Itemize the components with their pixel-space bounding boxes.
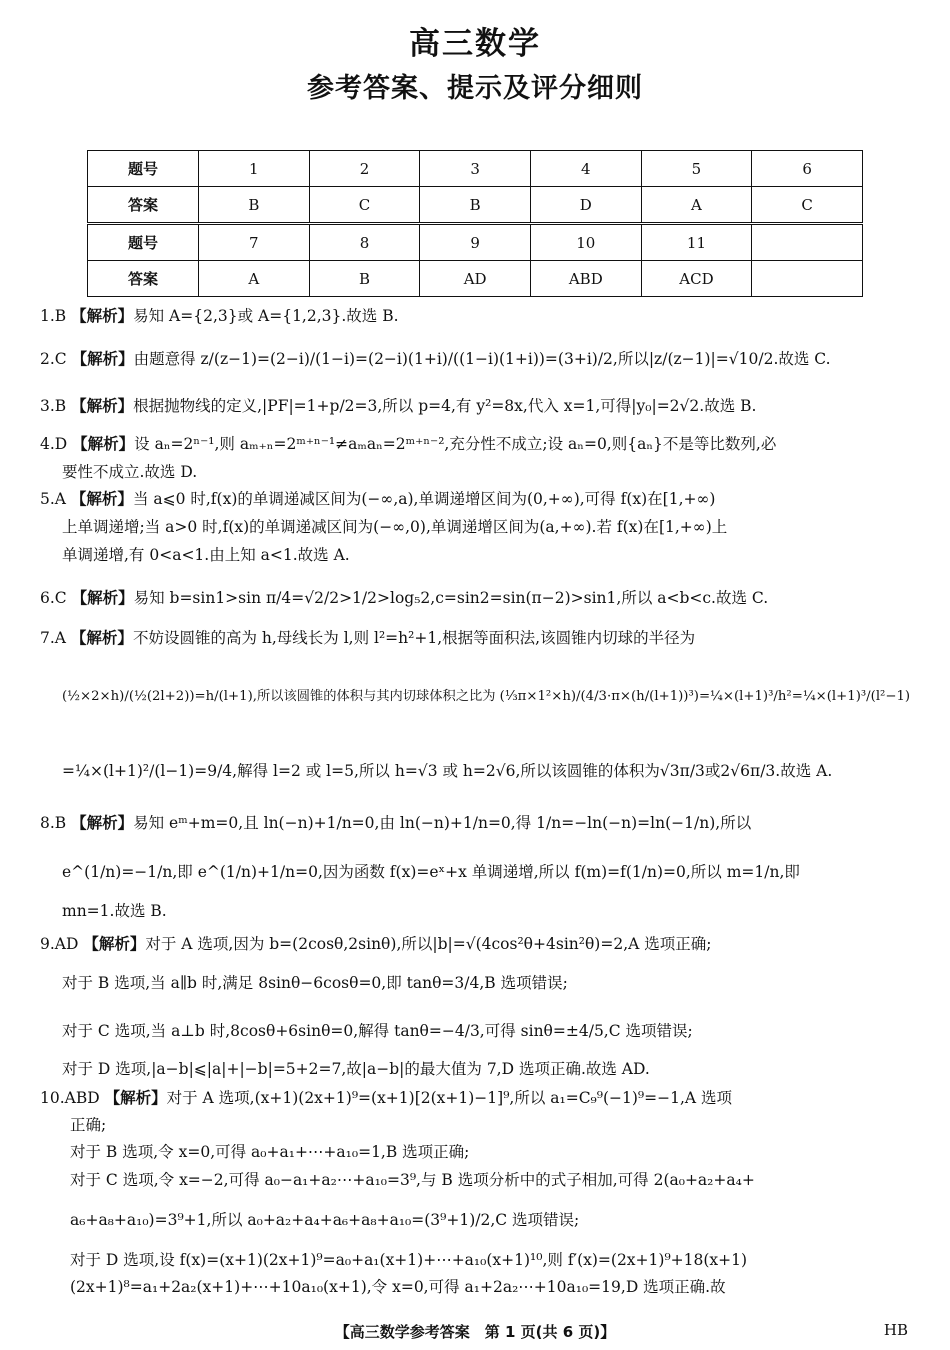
table-row (88, 187, 863, 224)
solution-line: 对于 C 选项,当 a⊥b 时,8cosθ+6sinθ=0,解得 tanθ=−4/3,可得 sinθ=±4/5,C 选项错误; (62, 1022, 693, 1040)
solution-line: 对于 C 选项,令 x=−2,可得 a₀−a₁+a₂⋯+a₁₀=3⁹,与 B 选项分析中的式子相加,可得 2(a₀+a₂+a₄+ (70, 1171, 755, 1189)
solution-line: e^(1/n)=−1/n,即 e^(1/n)+1/n=0,因为函数 f(x)=eˣ+x 单调递增,所以 f(m)=f(1/n)=0,所以 m=1/n,即 (62, 863, 800, 881)
solution-line: 对于 B 选项,令 x=0,可得 a₀+a₁+⋯+a₁₀=1,B 选项正确; (70, 1143, 470, 1161)
row-label-question: 题号 (88, 151, 199, 187)
solution-line: mn=1.故选 B. (62, 902, 167, 920)
answer-cell: D (530, 187, 641, 224)
question-number: 2 (309, 151, 420, 187)
analysis-marker: 【解析】 (71, 307, 134, 325)
table-row (88, 261, 863, 297)
solution-line: (2x+1)⁸=a₁+2a₂(x+1)+⋯+10a₁₀(x+1),令 x=0,可得 a₁+2a₂⋯+10a₁₀=19,D 选项正确.故 (70, 1278, 726, 1296)
question-number: 4 (530, 151, 641, 187)
solution-line: 6.C 【解析】易知 b=sin1>sin π/4=√2/2>1/2>log₅2,c=sin2=sin(π−2)>sin1,所以 a<b<c.故选 C. (40, 589, 769, 607)
solution-line: 要性不成立.故选 D. (62, 463, 198, 481)
solution-line: 2.C 【解析】由题意得 z/(z−1)=(2−i)/(1−i)=(2−i)(1+i)/((1−i)(1+i))=(3+i)/2,所以|z/(z−1)|=√10/2.故选 C. (40, 350, 831, 368)
analysis-marker: 【解析】 (83, 935, 146, 953)
answer-table (87, 150, 863, 297)
question-number: 9 (420, 224, 531, 261)
row-label-question: 题号 (88, 224, 199, 261)
analysis-marker: 【解析】 (71, 397, 134, 415)
page-title: 高三数学 (409, 26, 541, 62)
solution-line: (½×2×h)/(½(2l+2))=h/(l+1),所以该圆锥的体积与其内切球体积之比为 (⅓π×1²×h)/(4/3·π×(h/(l+1))³)=¼×(l+1)³/h²=¼×(l+1)³/(l²−1) (62, 689, 911, 704)
answer-cell: AD (420, 261, 531, 297)
solution-line: 对于 B 选项,当 a∥b 时,满足 8sinθ−6cosθ=0,即 tanθ=3/4,B 选项错误; (62, 974, 568, 992)
answer-cell: B (309, 261, 420, 297)
solution-line: 4.D 【解析】设 aₙ=2ⁿ⁻¹,则 aₘ₊ₙ=2ᵐ⁺ⁿ⁻¹≠aₘaₙ=2ᵐ⁺ⁿ⁻²,充分性不成立;设 aₙ=0,则{aₙ}不是等比数列,必 (40, 435, 777, 453)
footer-code: HB (883, 1321, 908, 1339)
solution-line: 上单调递增;当 a>0 时,f(x)的单调递减区间为(−∞,0),单调递增区间为(a,+∞).若 f(x)在[1,+∞)上 (62, 518, 728, 536)
solution-line: 对于 D 选项,设 f(x)=(x+1)(2x+1)⁹=a₀+a₁(x+1)+⋯+a₁₀(x+1)¹⁰,则 f′(x)=(2x+1)⁹+18(x+1) (70, 1251, 748, 1269)
analysis-marker: 【解析】 (71, 814, 134, 832)
question-number: 7 (199, 224, 310, 261)
answer-cell: A (641, 187, 752, 224)
solution-line: 正确; (70, 1116, 107, 1134)
solution-line: 5.A 【解析】当 a⩽0 时,f(x)的单调递减区间为(−∞,a),单调递增区间为(0,+∞),可得 f(x)在[1,+∞) (40, 490, 716, 508)
question-number: 3 (420, 151, 531, 187)
question-number: 6 (752, 151, 863, 187)
page-subtitle: 参考答案、提示及评分细则 (307, 73, 643, 104)
table-row (88, 151, 863, 187)
analysis-marker: 【解析】 (70, 629, 133, 647)
question-number (752, 224, 863, 261)
row-label-answer: 答案 (88, 187, 199, 224)
solution-line: 3.B 【解析】根据抛物线的定义,|PF|=1+p/2=3,所以 p=4,有 y²=8x,代入 x=1,可得|y₀|=2√2.故选 B. (40, 397, 757, 415)
solution-line: 10.ABD 【解析】对于 A 选项,(x+1)(2x+1)⁹=(x+1)[2(x+1)−1]⁹,所以 a₁=C₉⁹(−1)⁹=−1,A 选项 (40, 1089, 733, 1107)
question-number: 8 (309, 224, 420, 261)
solution-line: =¼×(l+1)²/(l−1)=9/4,解得 l=2 或 l=5,所以 h=√3 或 h=2√6,所以该圆锥的体积为√3π/3或2√6π/3.故选 A. (62, 762, 833, 780)
analysis-marker: 【解析】 (104, 1089, 167, 1107)
answer-cell (752, 261, 863, 297)
answer-cell: ABD (530, 261, 641, 297)
solution-line: 对于 D 选项,|a−b|⩽|a|+|−b|=5+2=7,故|a−b|的最大值为 7,D 选项正确.故选 AD. (62, 1060, 650, 1078)
footer-text: 【高三数学参考答案 第 1 页(共 6 页)】 (334, 1323, 616, 1341)
answer-cell: B (420, 187, 531, 224)
row-label-answer: 答案 (88, 261, 199, 297)
solution-line: 9.AD 【解析】对于 A 选项,因为 b=(2cosθ,2sinθ),所以|b|=√(4cos²θ+4sin²θ)=2,A 选项正确; (40, 935, 712, 953)
answer-cell: ACD (641, 261, 752, 297)
answer-cell: C (309, 187, 420, 224)
question-number: 10 (530, 224, 641, 261)
solution-line: 单调递增,有 0<a<1.由上知 a<1.故选 A. (62, 546, 350, 564)
table-row (88, 224, 863, 261)
analysis-marker: 【解析】 (71, 589, 134, 607)
question-number: 1 (199, 151, 310, 187)
analysis-marker: 【解析】 (71, 350, 134, 368)
analysis-marker: 【解析】 (70, 490, 133, 508)
analysis-marker: 【解析】 (72, 435, 135, 453)
solution-line: 7.A 【解析】不妨设圆锥的高为 h,母线长为 l,则 l²=h²+1,根据等面积法,该圆锥内切球的半径为 (40, 629, 696, 647)
answer-cell: A (199, 261, 310, 297)
solution-line: 8.B 【解析】易知 eᵐ+m=0,且 ln(−n)+1/n=0,由 ln(−n)+1/n=0,得 1/n=−ln(−n)=ln(−1/n),所以 (40, 814, 752, 832)
solution-line: 1.B 【解析】易知 A={2,3}或 A={1,2,3}.故选 B. (40, 307, 399, 325)
page-footer (0, 1321, 950, 1342)
question-number: 11 (641, 224, 752, 261)
solution-line: a₆+a₈+a₁₀)=3⁹+1,所以 a₀+a₂+a₄+a₆+a₈+a₁₀=(3⁹+1)/2,C 选项错误; (70, 1211, 580, 1229)
question-number: 5 (641, 151, 752, 187)
answer-cell: C (752, 187, 863, 224)
answer-cell: B (199, 187, 310, 224)
